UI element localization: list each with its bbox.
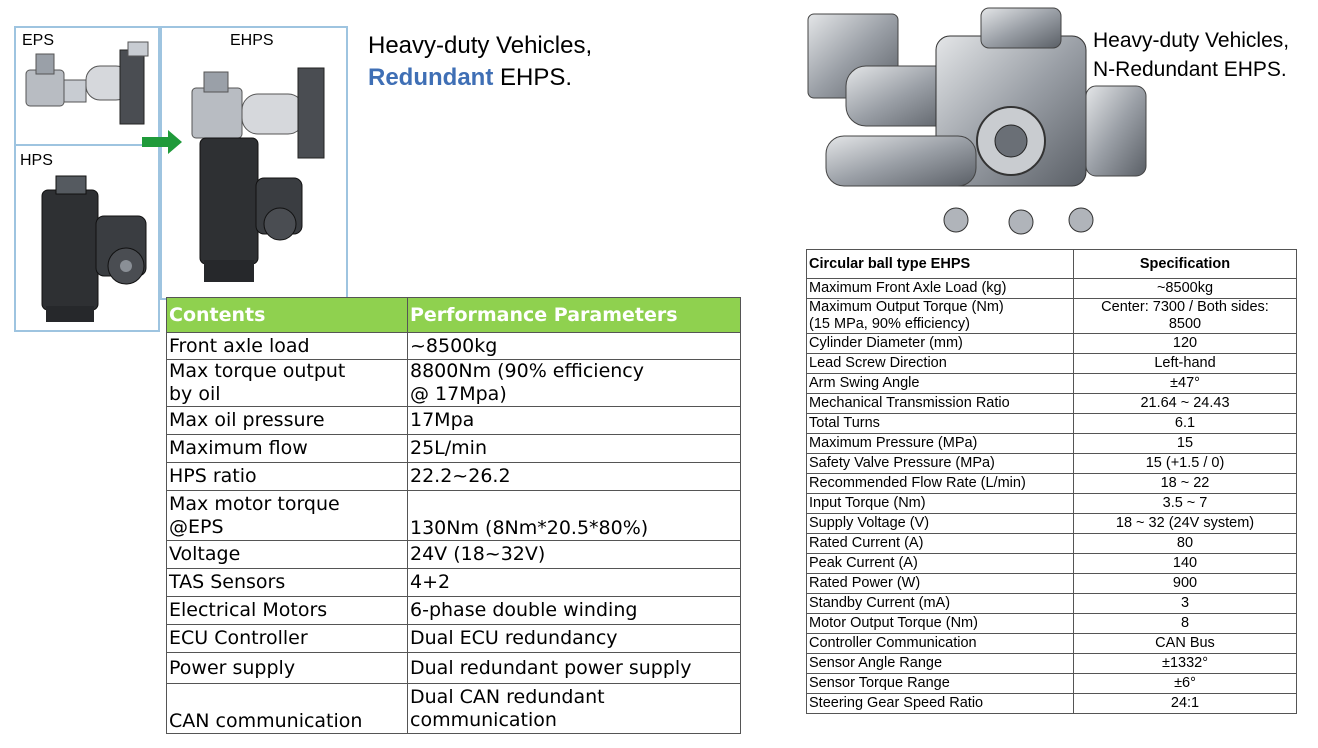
eps-box	[14, 26, 160, 146]
spec-value-cell: 15	[1074, 434, 1297, 454]
header-contents: Contents	[167, 298, 408, 333]
left-heading-accent: Redundant	[368, 64, 494, 91]
left-heading-rest: EHPS.	[493, 64, 573, 91]
right-heading-line1: Heavy-duty Vehicles,	[1093, 29, 1290, 52]
table-row	[807, 334, 1297, 354]
spec-value-cell: 18 ~ 22	[1074, 474, 1297, 494]
spec-value-cell: 8	[1074, 614, 1297, 634]
ehps-unit-illustration	[162, 28, 346, 298]
table-row	[807, 374, 1297, 394]
performance-table-header	[167, 298, 741, 333]
table-row	[807, 434, 1297, 454]
right-heading	[1093, 26, 1289, 84]
spec-value-cell: CAN Bus	[1074, 634, 1297, 654]
header-circular-ball-type: Circular ball type EHPS	[807, 250, 1074, 279]
spec-value-cell: 21.64 ~ 24.43	[1074, 394, 1297, 414]
spec-value-cell: ±47°	[1074, 374, 1297, 394]
value-cell: Dual CAN redundant communication	[408, 684, 741, 734]
table-row	[807, 614, 1297, 634]
table-row	[807, 574, 1297, 594]
spec-value-cell: 18 ~ 32 (24V system)	[1074, 514, 1297, 534]
value-cell: 17Mpa	[408, 407, 741, 435]
spec-item-cell: Sensor Angle Range	[807, 654, 1074, 674]
spec-value-cell: Center: 7300 / Both sides: 8500	[1074, 299, 1297, 334]
spec-item-cell: Controller Communication	[807, 634, 1074, 654]
parameter-cell: Power supply	[167, 653, 408, 684]
table-row	[167, 463, 741, 491]
table-row	[167, 597, 741, 625]
spec-item-cell: Safety Valve Pressure (MPa)	[807, 454, 1074, 474]
spec-value-cell: 80	[1074, 534, 1297, 554]
performance-table	[166, 297, 741, 734]
table-row	[807, 299, 1297, 334]
upgrade-arrow-icon	[142, 130, 184, 154]
table-row	[807, 634, 1297, 654]
spec-value-cell: ±1332°	[1074, 654, 1297, 674]
value-cell: 25L/min	[408, 435, 741, 463]
spec-value-cell: 140	[1074, 554, 1297, 574]
value-cell: 22.2~26.2	[408, 463, 741, 491]
specification-table-body	[807, 279, 1297, 714]
parameter-cell: Maximum flow	[167, 435, 408, 463]
table-row	[807, 494, 1297, 514]
value-cell: 6-phase double winding	[408, 597, 741, 625]
header-performance-parameters: Performance Parameters	[408, 298, 741, 333]
parameter-cell: ECU Controller	[167, 625, 408, 653]
table-row	[807, 454, 1297, 474]
left-heading-line2	[368, 62, 592, 94]
spec-item-cell: Maximum Front Axle Load (kg)	[807, 279, 1074, 299]
parameter-cell: Front axle load	[167, 333, 408, 360]
table-row	[167, 569, 741, 597]
spec-item-cell: Recommended Flow Rate (L/min)	[807, 474, 1074, 494]
spec-value-cell: 3.5 ~ 7	[1074, 494, 1297, 514]
hps-label: HPS	[20, 152, 53, 169]
parameter-cell: Voltage	[167, 541, 408, 569]
spec-item-cell: Lead Screw Direction	[807, 354, 1074, 374]
parameter-cell: Max torque output by oil	[167, 360, 408, 407]
spec-value-cell: 15 (+1.5 / 0)	[1074, 454, 1297, 474]
value-cell: 130Nm (8Nm*20.5*80%)	[408, 491, 741, 541]
value-cell: 4+2	[408, 569, 741, 597]
spec-item-cell: Motor Output Torque (Nm)	[807, 614, 1074, 634]
spec-value-cell: ~8500kg	[1074, 279, 1297, 299]
ehps-label: EHPS	[230, 32, 274, 49]
spec-value-cell: ±6°	[1074, 674, 1297, 694]
table-row	[807, 594, 1297, 614]
left-heading-line1: Heavy-duty Vehicles,	[368, 32, 593, 59]
table-row	[167, 625, 741, 653]
spec-item-cell: Mechanical Transmission Ratio	[807, 394, 1074, 414]
parameter-cell: Max oil pressure	[167, 407, 408, 435]
ehps-box	[160, 26, 348, 300]
spec-value-cell: Left-hand	[1074, 354, 1297, 374]
spec-value-cell: 3	[1074, 594, 1297, 614]
table-row	[807, 354, 1297, 374]
value-cell: ~8500kg	[408, 333, 741, 360]
performance-table-body	[167, 333, 741, 734]
value-cell: 8800Nm (90% efficiency @ 17Mpa)	[408, 360, 741, 407]
eps-unit-illustration	[16, 28, 158, 144]
spec-item-cell: Rated Current (A)	[807, 534, 1074, 554]
parameter-cell: HPS ratio	[167, 463, 408, 491]
table-row	[807, 414, 1297, 434]
spec-item-cell: Maximum Pressure (MPa)	[807, 434, 1074, 454]
table-row	[167, 541, 741, 569]
specification-table-header	[807, 250, 1297, 279]
table-row	[167, 684, 741, 734]
spec-item-cell: Standby Current (mA)	[807, 594, 1074, 614]
table-row	[807, 674, 1297, 694]
table-row	[807, 654, 1297, 674]
spec-item-cell: Rated Power (W)	[807, 574, 1074, 594]
table-row	[807, 474, 1297, 494]
spec-item-cell: Input Torque (Nm)	[807, 494, 1074, 514]
spec-value-cell: 24:1	[1074, 694, 1297, 714]
left-heading	[368, 30, 592, 94]
table-row	[167, 435, 741, 463]
table-row	[167, 491, 741, 541]
value-cell: Dual ECU redundancy	[408, 625, 741, 653]
hps-box	[14, 144, 160, 332]
table-row	[807, 554, 1297, 574]
value-cell: 24V (18~32V)	[408, 541, 741, 569]
spec-item-cell: Supply Voltage (V)	[807, 514, 1074, 534]
table-row	[167, 360, 741, 407]
table-row	[167, 653, 741, 684]
spec-value-cell: 120	[1074, 334, 1297, 354]
eps-label: EPS	[22, 32, 55, 49]
right-heading-line2: N-Redundant EHPS.	[1093, 58, 1287, 81]
table-row	[807, 279, 1297, 299]
table-row	[807, 534, 1297, 554]
product-diagram	[14, 26, 348, 332]
table-row	[807, 694, 1297, 714]
value-cell: Dual redundant power supply	[408, 653, 741, 684]
spec-item-cell: Sensor Torque Range	[807, 674, 1074, 694]
parameter-cell: Electrical Motors	[167, 597, 408, 625]
table-row	[807, 514, 1297, 534]
spec-item-cell: Arm Swing Angle	[807, 374, 1074, 394]
parameter-cell: TAS Sensors	[167, 569, 408, 597]
spec-value-cell: 6.1	[1074, 414, 1297, 434]
specification-table	[806, 249, 1297, 714]
table-row	[167, 407, 741, 435]
spec-value-cell: 900	[1074, 574, 1297, 594]
spec-item-cell: Steering Gear Speed Ratio	[807, 694, 1074, 714]
hps-unit-illustration	[16, 146, 158, 330]
spec-item-cell: Total Turns	[807, 414, 1074, 434]
spec-item-cell: Cylinder Diameter (mm)	[807, 334, 1074, 354]
table-row	[807, 394, 1297, 414]
parameter-cell: CAN communication	[167, 684, 408, 734]
parameter-cell: Max motor torque @EPS	[167, 491, 408, 541]
table-row	[167, 333, 741, 360]
spec-item-cell: Maximum Output Torque (Nm) (15 MPa, 90% efficiency)	[807, 299, 1074, 334]
header-specification: Specification	[1074, 250, 1297, 279]
spec-item-cell: Peak Current (A)	[807, 554, 1074, 574]
